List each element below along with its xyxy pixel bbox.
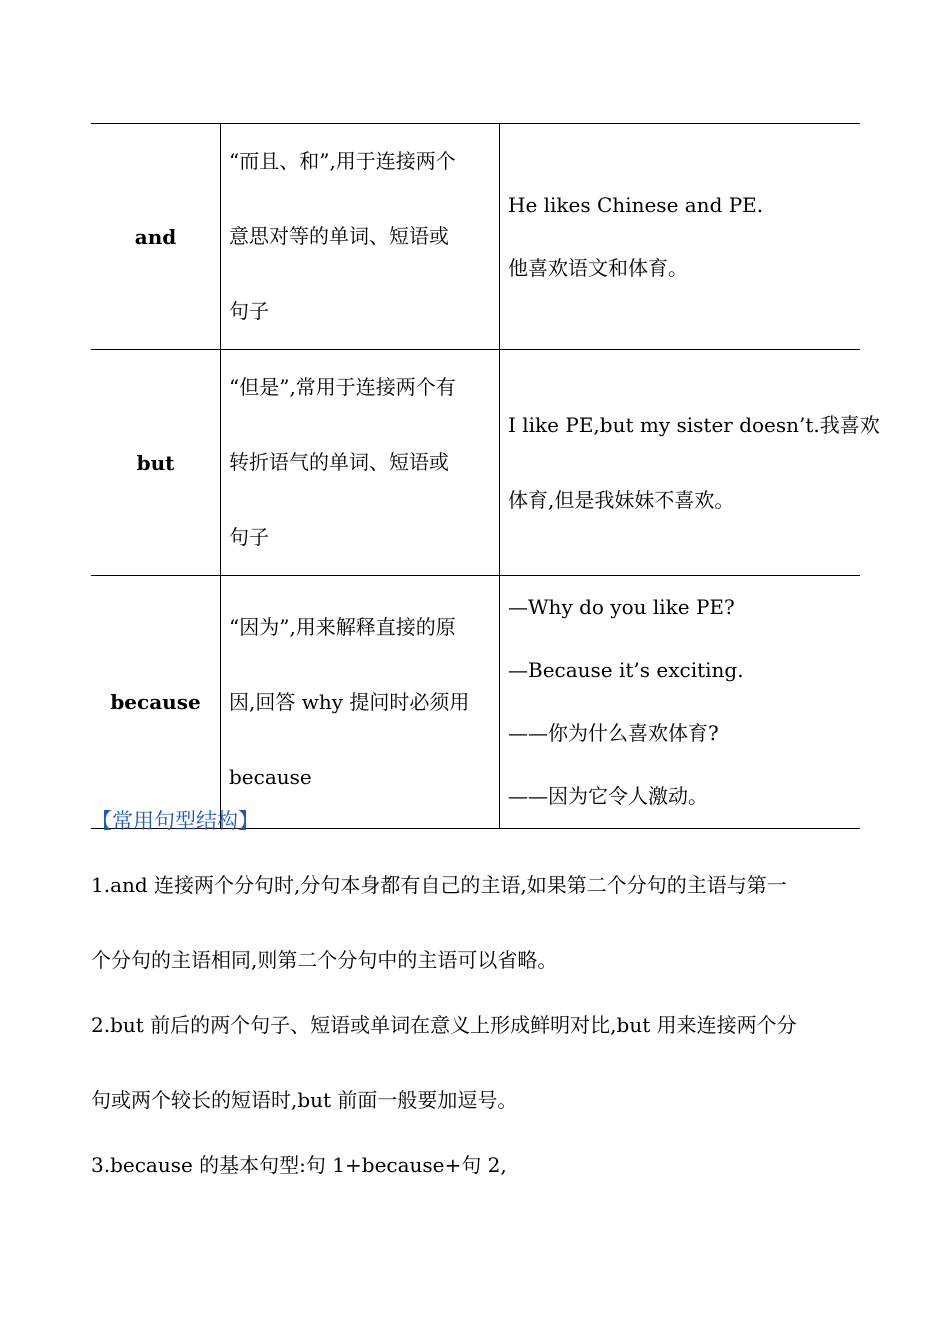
meaning-cell [221, 124, 500, 350]
meaning-line: 因,回答 why 提问时必须用 [229, 689, 470, 714]
example-line: 体育,但是我妹妹不喜欢。 [508, 487, 735, 512]
table-row [91, 350, 860, 576]
example-line: —Why do you like PE? [508, 595, 735, 619]
paragraph-line: 2.but 前后的两个句子、短语或单词在意义上形成鲜明对比,but 用来连接两个分 [91, 1013, 797, 1037]
meaning-line: “因为”,用来解释直接的原 [229, 614, 456, 639]
meaning-line: “但是”,常用于连接两个有 [229, 375, 456, 399]
example-line: ——因为它令人激动。 [508, 784, 708, 808]
meaning-line: because [229, 764, 312, 789]
word-cell: but [91, 350, 221, 576]
paragraph [91, 988, 866, 1138]
example-cell [500, 124, 861, 350]
example-line: ——你为什么喜欢体育? [508, 721, 719, 745]
table-row [91, 576, 860, 829]
meaning-line: 句子 [229, 525, 269, 549]
meaning-line: 意思对等的单词、短语或 [229, 224, 449, 248]
example-line: He likes Chinese and PE. [508, 192, 764, 217]
word-cell: because [91, 576, 221, 829]
paragraph [91, 848, 866, 998]
paragraph-line: 3.because 的基本句型:句 1+because+句 2, [91, 1153, 507, 1177]
paragraph-line: 个分句的主语相同,则第二个分句中的主语可以省略。 [91, 948, 558, 972]
paragraph [91, 1128, 866, 1203]
example-cell [500, 576, 861, 829]
example-line: I like PE,but my sister doesn’t.我喜欢 [508, 412, 880, 437]
example-line: 他喜欢语文和体育。 [508, 255, 688, 280]
paragraph-line: 句或两个较长的短语时,but 前面一般要加逗号。 [91, 1088, 518, 1112]
word-cell: and [91, 124, 221, 350]
conjunction-table [91, 123, 880, 829]
meaning-line: “而且、和”,用于连接两个 [229, 149, 456, 173]
meaning-cell [221, 576, 500, 829]
meaning-line: 句子 [229, 299, 269, 323]
example-cell [500, 350, 880, 576]
section-title: 【常用句型结构】 [91, 809, 259, 833]
example-line: —Because it’s exciting. [508, 658, 744, 682]
table-row [91, 124, 860, 350]
paragraph-line: 1.and 连接两个分句时,分句本身都有自己的主语,如果第二个分句的主语与第一 [91, 873, 787, 897]
meaning-line: 转折语气的单词、短语或 [229, 450, 449, 474]
meaning-cell [221, 350, 500, 576]
